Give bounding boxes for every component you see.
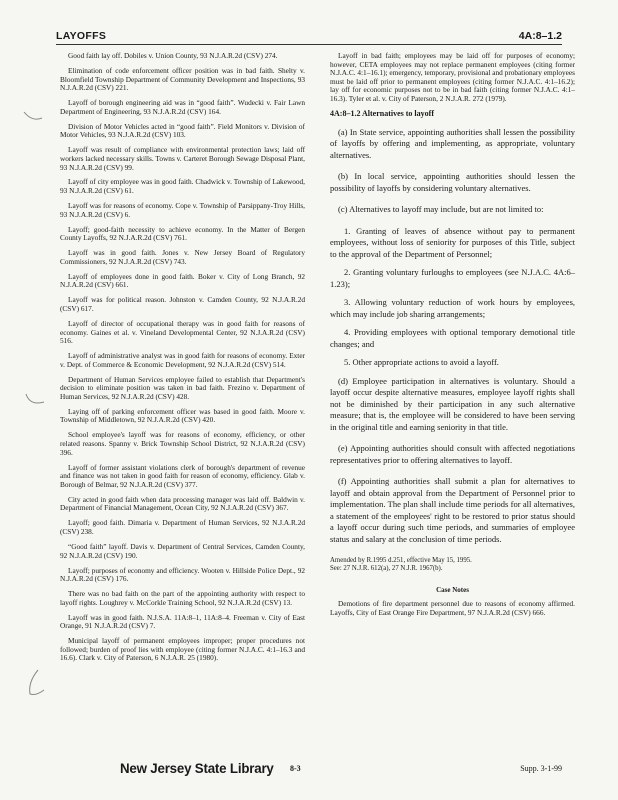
case-note-entry: Municipal layoff of permanent employees improper; proper procedures not followed; burden of proof lies with employee (citing former N.J.A.C. 4:1–16.3 and 16.6). Clark v. City of Paterson, 6 N.J.A.R. 25 (1980).: [60, 636, 305, 663]
case-note-entry: Layoff; purposes of economy and efficiency. Wooten v. Hillside Police Dept., 92 N.J.A.R.2d (CSV) 176.: [60, 565, 305, 584]
case-note-entry: Laying off of parking enforcement officer was based in good faith. Moore v. Township of Middletown, 92 N.J.A.R.2d (CSV) 420.: [60, 406, 305, 425]
header-rule: [56, 44, 562, 45]
right-column: [330, 52, 575, 624]
margin-mark-icon: [24, 392, 46, 408]
case-note-entry: Division of Motor Vehicles acted in “good faith”. Field Monitors v. Division of Motor Vehicles, 93 N.J.A.R.2d (CSV) 103.: [60, 121, 305, 140]
case-notes-heading: Case Notes: [436, 585, 469, 594]
paragraph-a: (a) In State service, appointing authorities shall lessen the possibility of layoffs by offering and implementing, as appropriate, voluntary alternatives.: [330, 126, 575, 160]
list-item: 3. Allowing voluntary reduction of work hours by employees, which may include job sharing arrangements;: [330, 297, 575, 319]
case-note-entry: Department of Human Services employee failed to establish that Department's decision to eliminate position was taken in bad faith. Frezino v. Department of Human Services, 92 N.J.A.R.2d (CSV) 428.: [60, 374, 305, 401]
case-note-entry: Layoff in bad faith; employees may be laid off for purposes of economy; however, CETA employees may not replace permanent employees (citing former N.J.A.C. 4:1–16.1); emergency, temporary, provisional and probationary employees must be laid off prior to permanent employees (citing former N.J.A.C. 4:1–16.2); lay off for economic purposes not to be in bad faith (citing former N.J.A.C. 4:1–16.3). Tyler et al. v. City of Paterson, 2 N.J.A.R. 272 (1979).: [330, 51, 575, 103]
paragraph-b: (b) In local service, appointing authorities should lessen the possibility of layoffs by considering voluntary alternatives.: [330, 171, 575, 193]
margin-mark-icon: [24, 668, 46, 698]
case-note-entry: Layoff was in good faith. N.J.S.A. 11A:8–1, 11A:8–4. Freeman v. City of East Orange, 91 N.J.A.R.2d (CSV) 7.: [60, 612, 305, 631]
case-note-entry: Demotions of fire department personnel due to reasons of economy affirmed. Layoffs, City of East Orange Fire Department, 97 N.J.A.R.2d (CSV) 666.: [330, 599, 575, 617]
case-note-entry: Layoff of employees done in good faith. Boker v. City of Long Branch, 92 N.J.A.R.2d (CSV) 661.: [60, 271, 305, 290]
amendment-line: Amended by R.1995 d.251, effective May 15, 1995.: [330, 557, 472, 565]
case-note-entry: Layoff of director of occupational therapy was in good faith for reasons of economy. Gaines et al. v. Vineland Developmental Center, 92 N.J.A.R.2d (CSV) 516.: [60, 318, 305, 346]
paragraph-c: (c) Alternatives to layoff may include, but are not limited to:: [338, 204, 544, 215]
paragraph-e: (e) Appointing authorities should consult with affected negotiations representatives prior to offering alternatives to layoff.: [330, 443, 575, 465]
case-note-entry: Layoff was in good faith. Jones v. New Jersey Board of Regulatory Commissioners, 92 N.J.A.R.2d (CSV) 743.: [60, 248, 305, 266]
left-column-case-notes: [60, 52, 305, 669]
case-note-entry: Layoff; good-faith necessity to achieve economy. In the Matter of Bergen County Layoffs, 92 N.J.A.R.2d (CSV) 761.: [60, 224, 305, 243]
case-note-entry: City acted in good faith when data processing manager was laid off. Baldwin v. Department of Financial Management, Ocean City, 92 N.J.A.R.2d (CSV) 367.: [60, 494, 305, 513]
paragraph-d: (d) Employee participation in alternatives is voluntary. Should a layoff occur despite alternative measures, employee layoff rights shall not be diminished by their participation in any such alternative measure; that is, the employee will be considered to have been serving in the original title and earning seniority in that title.: [330, 375, 575, 432]
list-item: 5. Other appropriate actions to avoid a layoff.: [344, 357, 499, 368]
list-item: 1. Granting of leaves of absence without pay to permanent employees, without loss of seniority for purposes of this Title, subject to the approval of the Department of Personnel;: [330, 225, 575, 259]
case-note-entry: Layoff of city employee was in good faith. Chadwick v. Township of Lakewood, 93 N.J.A.R.2d (CSV) 61.: [60, 177, 305, 196]
list-item: 4. Providing employees with optional temporary demotional title changes; and: [330, 327, 575, 349]
amendment-note: [330, 557, 575, 574]
case-note-entry: Elimination of code enforcement officer position was in bad faith. Shelty v. Bloomfield Township Department of Community Development and Inspections, 93 N.J.A.R.2d (CSV) 221.: [60, 65, 305, 93]
page-number: 8-3: [290, 764, 301, 773]
case-note-entry: Layoff of borough engineering aid was in “good faith”. Wudecki v. Fair Lawn Department of Engineering, 93 N.J.A.R.2d (CSV) 164.: [60, 98, 305, 116]
case-note-entry: Layoff of former assistant violations clerk of borough's department of revenue and finance was not taken in good faith for reason of economy, efficiency. Glab v. Borough of Belmar, 92 N.J.A.R.2d (CSV) 377.: [60, 462, 305, 489]
amendment-line: See: 27 N.J.R. 612(a), 27 N.J.R. 1967(b).: [330, 565, 443, 573]
list-item: 2. Granting voluntary furloughs to employees (see N.J.A.C. 4A:6–1.23);: [330, 267, 575, 289]
footer-library-brand: New Jersey State Library: [120, 760, 274, 776]
case-note-entry: Good faith lay off. Dobiles v. Union County, 93 N.J.A.R.2d (CSV) 274.: [68, 51, 278, 60]
case-note-entry: “Good faith” layoff. Davis v. Department of Central Services, Camden County, 92 N.J.A.R.2d (CSV) 190.: [60, 541, 305, 560]
section-title: 4A:8–1.2 Alternatives to layoff: [330, 108, 434, 118]
case-note-entry: Layoff was for reasons of economy. Cope v. Township of Parsippany-Troy Hills, 93 N.J.A.R.2d (CSV) 6.: [60, 201, 305, 219]
case-note-entry: Layoff was result of compliance with environmental protection laws; laid off workers lacked necessary skills. Towns v. Carteret Borough Sewage Disposal Plant, 93 N.J.A.R.2d (CSV) 99.: [60, 145, 305, 172]
case-note-entry: Layoff of administrative analyst was in good faith for reasons of economy. Exter v. Dept. of Commerce & Economic Development, 92 N.J.A.R.2d (CSV) 514.: [60, 351, 305, 369]
margin-mark-icon: [22, 110, 44, 124]
running-header-title: LAYOFFS: [56, 30, 107, 42]
case-note-entry: Layoff was for political reason. Johnston v. Camden County, 92 N.J.A.R.2d (CSV) 617.: [60, 295, 305, 313]
case-note-entry: Layoff; good faith. Dimaria v. Department of Human Services, 92 N.J.A.R.2d (CSV) 238.: [60, 518, 305, 536]
paragraph-f: (f) Appointing authorities shall submit a plan for alternatives to layoff and obtain approval from the Department of Personnel prior to implementation. The plan shall include time periods for all alternatives, a statement of the employees' right to be restored to prior status should a layoff occur during such time periods, and summaries of employee status and salary at the conclusion of time periods.: [330, 476, 575, 544]
supplement-date: Supp. 3-1-99: [520, 764, 562, 773]
case-note-entry: School employee's layoff was for reasons of economy, efficiency, or other related reasons. Spanny v. Brick Township School District, 92 N.J.A.R.2d (CSV) 396.: [60, 430, 305, 457]
running-header-section: 4A:8–1.2: [518, 30, 562, 42]
case-note-entry: There was no bad faith on the part of the appointing authority with respect to layoff rights. Loughrey v. McCorkle Training School, 92 N.J.A.R.2d (CSV) 13.: [60, 589, 305, 607]
